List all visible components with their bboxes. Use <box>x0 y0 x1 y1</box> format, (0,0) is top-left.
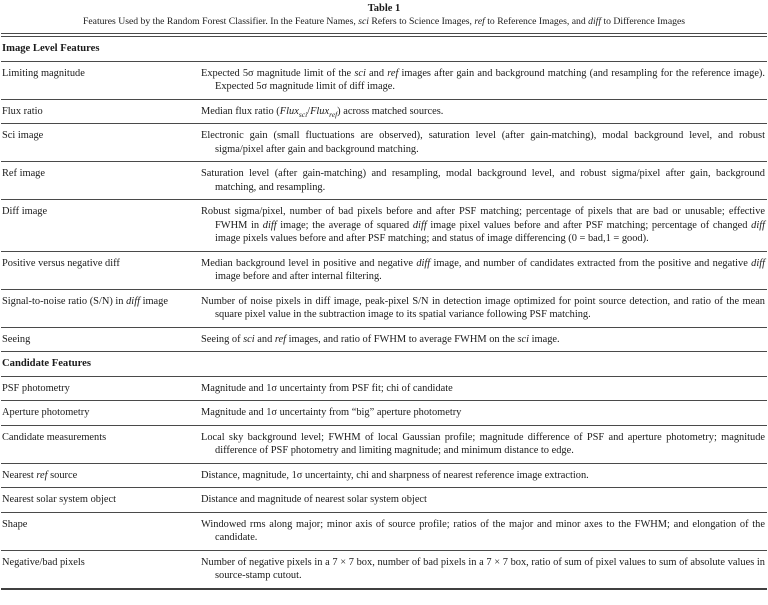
feature-name-cell: Signal-to-noise ratio (S/N) in diff image <box>2 295 168 307</box>
feature-description-cell: Local sky background level; FWHM of local Gaussian profile; magnitude difference of PSF and aperture photometry; magnitude difference of PSF photometry and limiting magnitude; and minimum distance to edge. <box>201 431 765 456</box>
table-label: Table 1 <box>367 3 401 14</box>
feature-name-cell: Shape <box>2 518 28 530</box>
table-row <box>1 551 767 588</box>
feature-description-cell: Magnitude and 1σ uncertainty from “big” aperture photometry <box>201 407 462 418</box>
table-row <box>1 464 767 489</box>
table-row <box>1 252 767 290</box>
feature-name-cell: Negative/bad pixels <box>2 556 85 568</box>
feature-name-cell: Flux ratio <box>2 105 43 117</box>
bottom-rule <box>1 588 767 590</box>
feature-description-cell: Distance, magnitude, 1σ uncertainty, chi and sharpness of nearest reference image extraction. <box>201 469 589 481</box>
feature-name-cell: Positive versus negative diff <box>2 257 120 269</box>
table-row <box>1 513 767 551</box>
feature-name-cell: Aperture photometry <box>2 407 90 418</box>
feature-description-cell: Saturation level (after gain-matching) and resampling, modal background level, and robust sigma/pixel after gain, background matching, and resampling. <box>201 168 765 193</box>
feature-description-cell: Robust sigma/pixel, number of bad pixels before and after PSF matching; percentage of pixels that are bad or unusable; effective FWHM in diff image; the average of squared diff image pixel values before and after PSF matching; percentage of changed diff image pixels values before and after PSF matching; and status of image differencing (0 = bad,1 = good). <box>201 206 766 244</box>
feature-description-cell: Seeing of sci and ref images, and ratio of FWHM to average FWHM on the sci image. <box>201 333 560 345</box>
table-row <box>1 162 767 200</box>
feature-description-cell: Expected 5σ magnitude limit of the sci and ref images after gain and background matching (and resampling for the reference image). Expected 5σ magnitude limit of diff image. <box>201 67 765 92</box>
feature-description-cell: Number of noise pixels in diff image, peak-pixel S/N in detection image optimized for point source detection, and ratio of the mean square pixel value in the subtraction image to its spatial variance following PSF matching. <box>201 295 765 320</box>
feature-name-cell: Diff image <box>2 206 48 217</box>
feature-description-cell: Electronic gain (small fluctuations are observed), saturation level (after gain-matching), modal background level, and robust sigma/pixel after gain and background matching. <box>201 130 765 155</box>
feature-name-cell: PSF photometry <box>2 382 70 394</box>
feature-name-cell: Nearest solar system object <box>2 494 116 505</box>
feature-name-cell: Candidate measurements <box>2 431 107 443</box>
feature-name-cell: Nearest ref source <box>2 469 78 481</box>
feature-description-cell: Median flux ratio (Flux$_{sci}$/Flux$_{ref}$) across matched sources. <box>201 105 444 119</box>
feature-name-cell: Sci image <box>2 130 44 141</box>
table-row <box>1 488 767 513</box>
feature-description-cell: Magnitude and 1σ uncertainty from PSF fit; chi of candidate <box>201 382 453 394</box>
feature-description-cell: Windowed rms along major; minor axis of source profile; ratios of the major and minor axes to the FWHM; and elongation of the candidate. <box>201 518 765 543</box>
table-body <box>1 37 767 588</box>
feature-name-cell: Ref image <box>2 168 45 179</box>
feature-description-cell: Median background level in positive and negative diff image, and number of candidates extracted from the positive and negative diff image before and after internal filtering. <box>201 257 765 282</box>
table-row <box>1 401 767 426</box>
feature-name-cell: Limiting magnitude <box>2 67 85 79</box>
table-row <box>1 377 767 402</box>
feature-description-cell: Distance and magnitude of nearest solar system object <box>201 494 427 505</box>
feature-name-cell: Seeing <box>2 333 31 345</box>
table-row <box>1 62 767 100</box>
feature-description-cell: Number of negative pixels in a 7 × 7 box, number of bad pixels in a 7 × 7 box, ratio of sum of pixel values to sum of absolute values in source-stamp cutout. <box>201 556 765 581</box>
table-row <box>1 200 767 252</box>
table-row <box>1 328 767 353</box>
table-row <box>1 290 767 328</box>
table-row <box>1 124 767 162</box>
table-caption: Features Used by the Random Forest Classifier. In the Feature Names, sci Refers to Science Images, ref to Reference Images, and diff to Difference Images <box>82 16 686 27</box>
table-row <box>1 426 767 464</box>
section-header: Image Level Features <box>1 37 767 62</box>
section-header: Candidate Features <box>1 352 767 377</box>
table-row <box>1 100 767 125</box>
